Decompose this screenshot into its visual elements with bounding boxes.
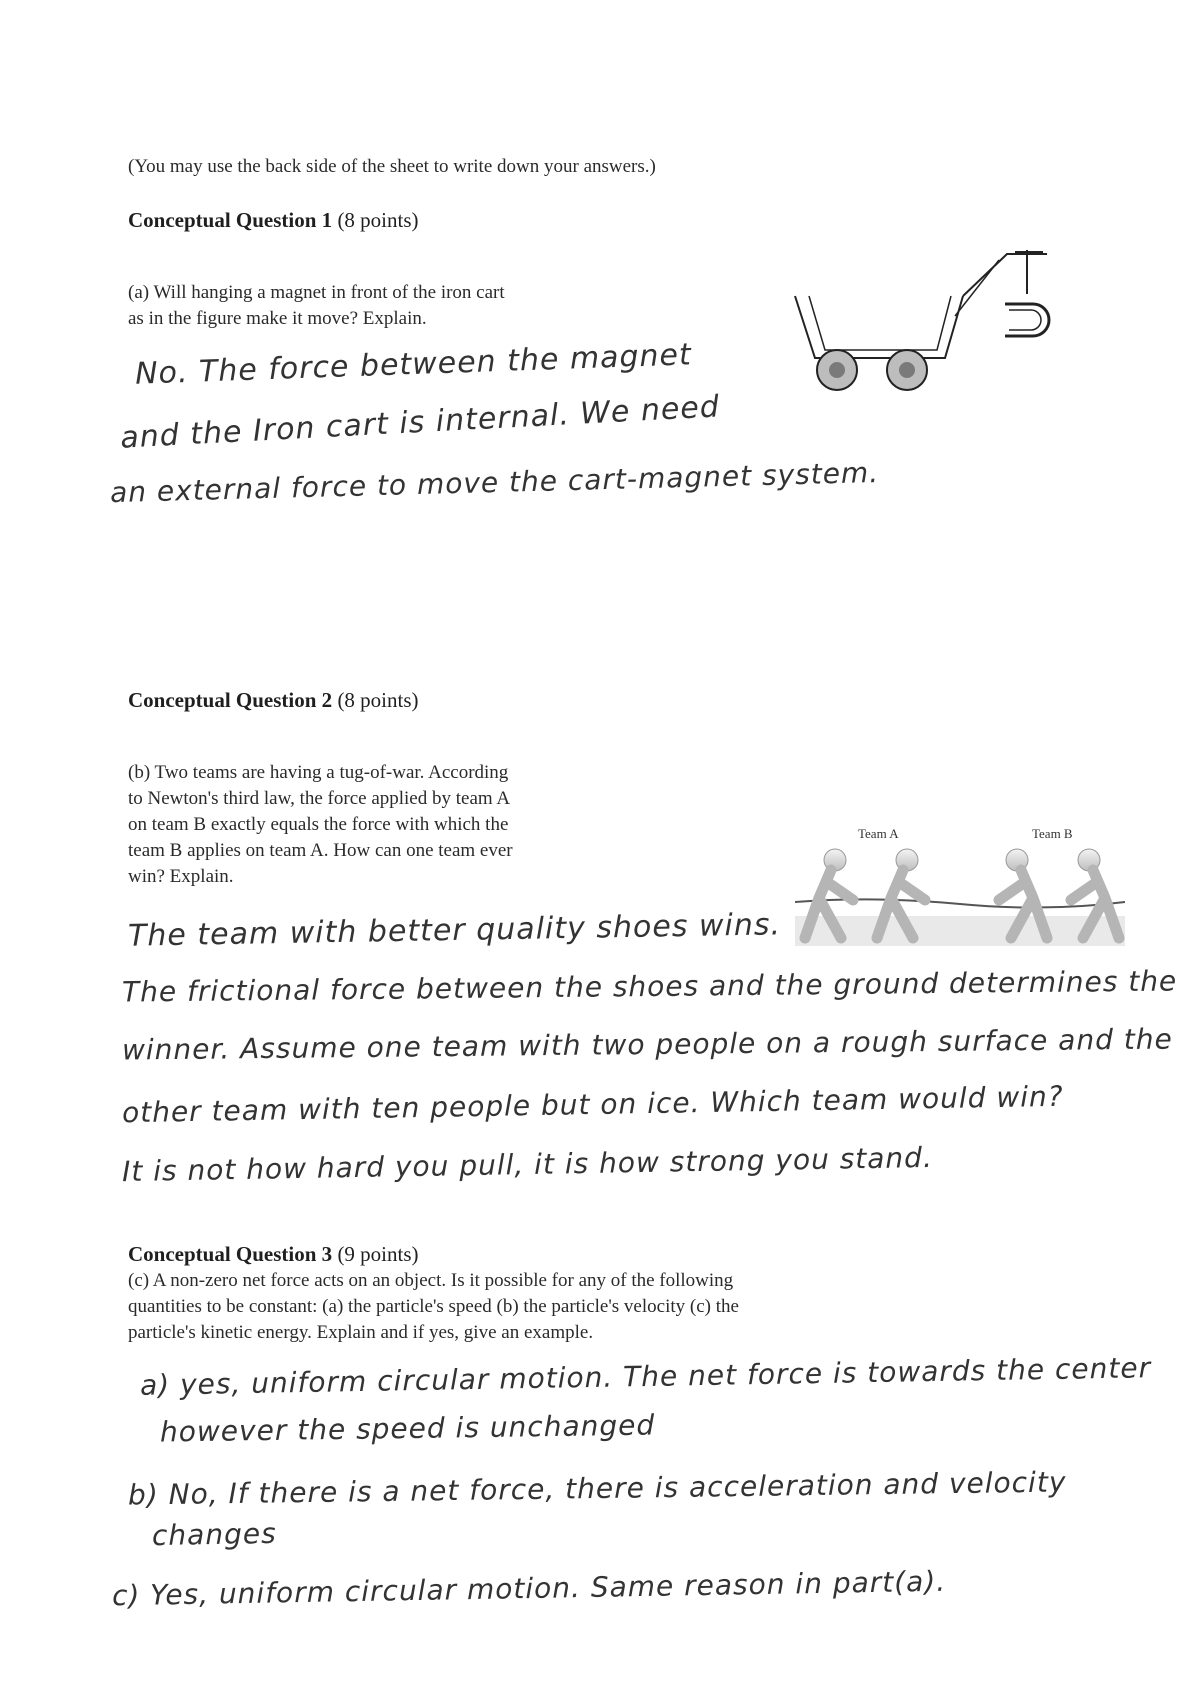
tug-of-war-figure [795,846,1125,946]
question-1-answer-line: No. The force between the magnet [134,337,693,392]
question-3-answer-line: changes [151,1516,277,1553]
prompt-line: (c) A non-zero net force acts on an object. Is it possible for any of the following [128,1270,734,1291]
prompt-line: team B applies on team A. How can one team ever [128,840,513,861]
question-1-prompt [128,280,648,332]
question-2-answer-line: The team with better quality shoes wins. [127,907,782,954]
question-3-prompt [128,1268,988,1346]
question-2-answer-line: The frictional force between the shoes and the ground determines the [121,964,1178,1009]
prompt-line: on team B exactly equals the force with which the [128,814,509,835]
question-3-points: (9 points) [337,1242,419,1266]
question-3-heading [128,1240,419,1268]
question-1-heading [128,206,419,234]
question-2-prompt [128,760,648,890]
prompt-line: win? Explain. [128,866,234,887]
question-1-answer-line: an external force to move the cart-magnet system. [109,455,880,510]
team-b-label: Team B [1032,826,1073,841]
prompt-line: (b) Two teams are having a tug-of-war. According [128,762,509,783]
question-2-heading [128,686,419,714]
question-2-answer-line: It is not how hard you pull, it is how strong you stand. [121,1140,934,1189]
question-3-answer-line: however the speed is unchanged [159,1408,656,1449]
header-note: (You may use the back side of the sheet to write down your answers.) [128,156,656,177]
prompt-line: (a) Will hanging a magnet in front of the iron cart [128,282,505,303]
prompt-line: particle's kinetic energy. Explain and if yes, give an example. [128,1322,594,1343]
prompt-line: quantities to be constant: (a) the particle's speed (b) the particle's velocity (c) the [128,1296,739,1317]
prompt-line: to Newton's third law, the force applied by team A [128,788,511,809]
question-2-answer-line: winner. Assume one team with two people on a rough surface and the [121,1022,1173,1067]
question-2-answer-line: other team with ten people but on ice. Which team would win? [121,1079,1064,1130]
question-3-title: Conceptual Question 3 [128,1242,333,1266]
question-3-answer-line: b) No, If there is a net force, there is acceleration and velocity [127,1465,1067,1512]
question-3-answer-line: c) Yes, uniform circular motion. Same reason in part(a). [111,1564,947,1613]
question-2-title: Conceptual Question 2 [128,688,333,712]
question-1-answer-line: and the Iron cart is internal. We need [119,389,721,456]
team-a-label: Team A [858,826,899,841]
question-1-title: Conceptual Question 1 [128,208,333,232]
iron-cart-magnet-figure [785,246,1060,396]
prompt-line: as in the figure make it move? Explain. [128,308,427,329]
question-3-answer-line: a) yes, uniform circular motion. The net force is towards the center [139,1351,1152,1402]
question-2-points: (8 points) [337,688,419,712]
question-1-points: (8 points) [337,208,419,232]
